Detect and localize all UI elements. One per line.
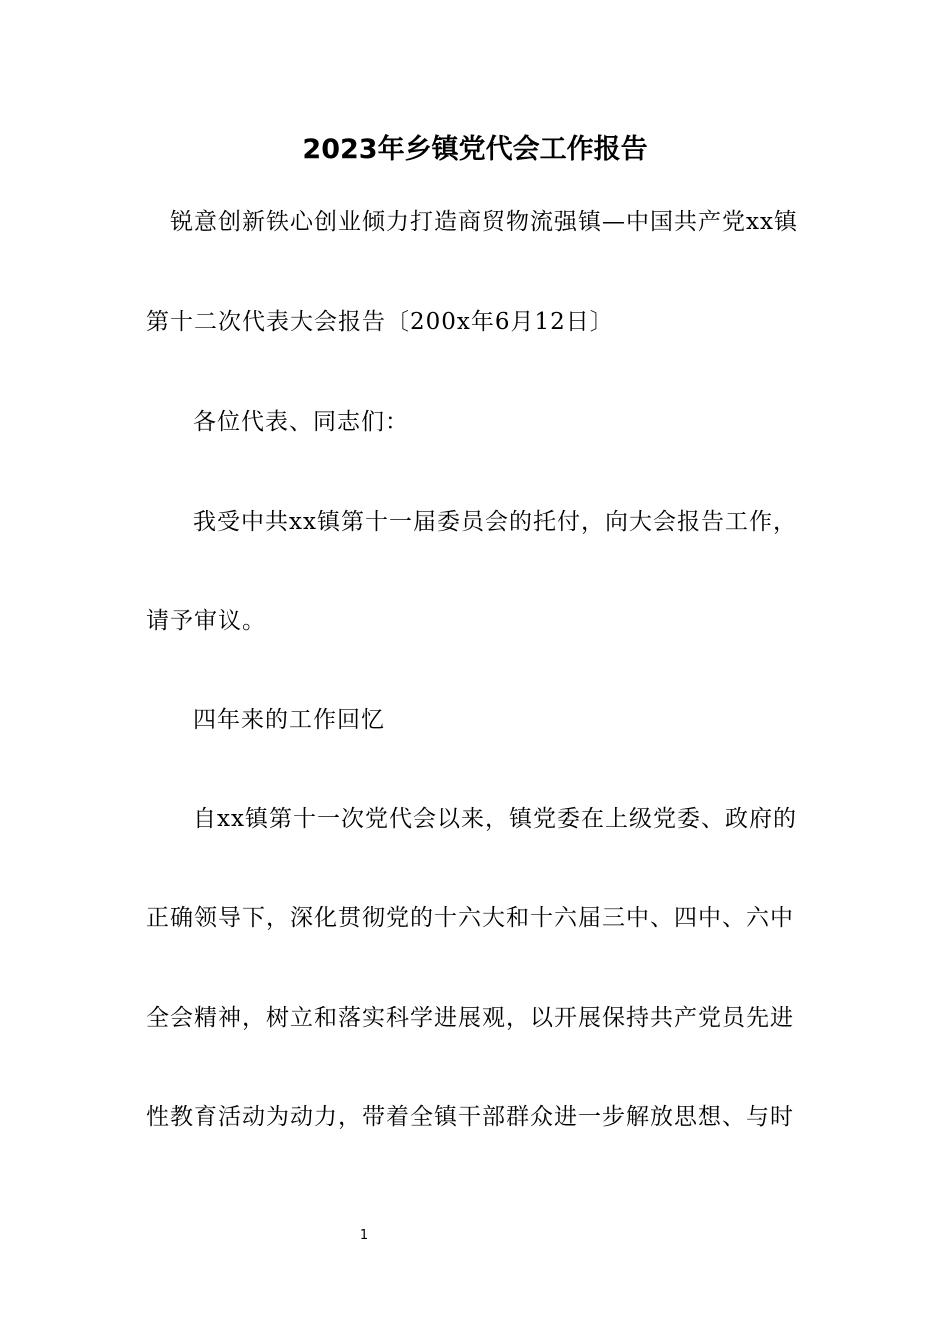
paragraph-2-line-1: 自xx镇第十一次党代会以来，镇党委在上级党委、政府的 [193,806,797,832]
paragraph-1-line-1: 我受中共xx镇第十一届委员会的托付，向大会报告工作， [193,509,797,535]
paragraph-2-line-2: 正确领导下，深化贯彻党的十六大和十六届三中、四中、六中 [146,905,794,931]
paragraph-2-line-3: 全会精神，树立和落实科学进展观，以开展保持共产党员先进 [146,1005,794,1031]
subtitle-line-2: 第十二次代表大会报告〔200x年6月12日〕 [146,309,614,335]
document-title: 2023年乡镇党代会工作报告 [302,134,648,165]
paragraph-2-line-4: 性教育活动为动力，带着全镇干部群众进一步解放思想、与时 [146,1104,794,1130]
subtitle-line-1: 锐意创新铁心创业倾力打造商贸物流强镇—中国共产党xx镇 [170,209,798,235]
paragraph-1-line-2: 请予审议。 [146,608,266,634]
section-heading: 四年来的工作回忆 [193,707,385,733]
page-number: 1 [359,1228,369,1243]
greeting: 各位代表、同志们： [193,409,409,435]
